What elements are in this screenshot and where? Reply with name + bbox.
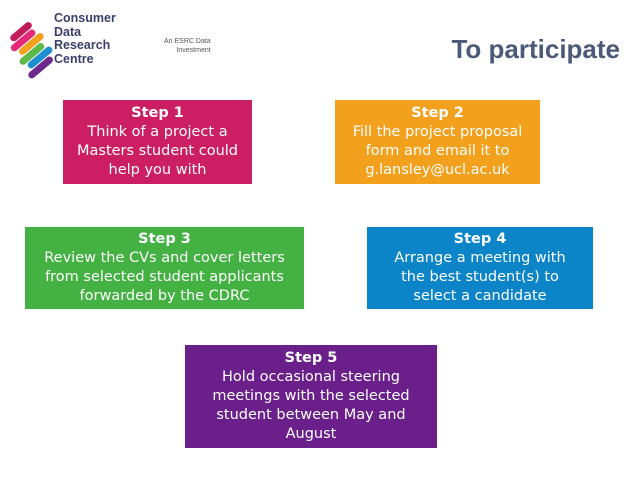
logo-line: Research — [54, 38, 111, 52]
logo-line: Centre — [54, 51, 94, 66]
esrc-line: Investment — [176, 47, 211, 54]
step-4-box — [367, 227, 593, 309]
step-heading: Step 4 — [453, 231, 507, 247]
step-5-box — [185, 345, 437, 448]
step-2-box — [335, 100, 540, 184]
step-heading: Step 1 — [131, 105, 184, 121]
esrc-badge — [164, 37, 211, 55]
step-heading: Step 3 — [138, 231, 191, 247]
step-3-box — [25, 227, 304, 309]
logo-line: Consumer — [54, 11, 116, 25]
step-1-box — [63, 100, 252, 184]
step-heading: Step 5 — [284, 350, 338, 366]
step-body: Arrange a meeting with the best student(s) to select a candidate — [394, 250, 566, 304]
cdrc-logo-text — [54, 12, 116, 66]
esrc-line: An ESRC Data — [164, 38, 211, 45]
step-body: Think of a project a Masters student could help you with — [77, 124, 238, 178]
step-body: Hold occasional steering meetings with the selected student between May and August — [212, 369, 410, 442]
step-heading: Step 2 — [411, 105, 464, 121]
logo-line: Data — [54, 24, 82, 39]
step-body: Fill the project proposal form and email it to g.lansley@ucl.ac.uk — [352, 124, 523, 178]
step-body: Review the CVs and cover letters from selected student applicants forwarded by the CDRC — [44, 250, 285, 304]
page-title: To participate — [451, 34, 620, 64]
